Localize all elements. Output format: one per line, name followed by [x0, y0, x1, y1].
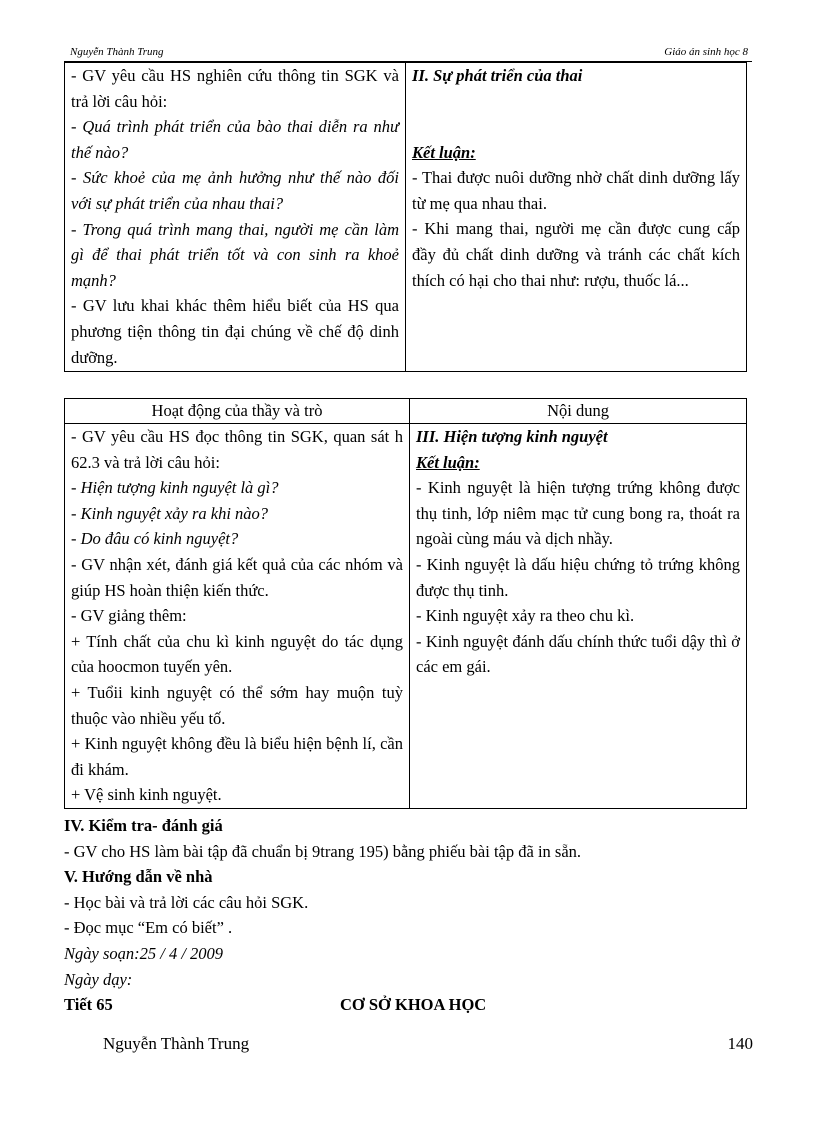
content-cell	[406, 63, 747, 372]
spacer	[412, 89, 740, 140]
activity-line: - GV yêu cầu HS nghiên cứu thông tin SGK và trả lời câu hỏi:	[71, 66, 399, 111]
conclusion-label: Kết luận:	[412, 142, 476, 162]
section-5-line: - Đọc mục “Em có biết” .	[64, 918, 233, 938]
conclusion-line: - Kinh nguyệt là hiện tượng trứng không được thụ tinh, lớp niêm mạc tử cung bong ra, thoát ra ngoài cùng máu và dịch nhầy.	[416, 478, 740, 549]
question-line: - Sức khoẻ của mẹ ảnh hưởng như thế nào đối với sự phát triển của nhau thai?	[71, 168, 399, 213]
footer-author: Nguyễn Thành Trung	[103, 1034, 250, 1053]
activity-line: + Tính chất của chu kì kinh nguyệt do tác dụng của hoocmon tuyến yên.	[71, 631, 403, 677]
section-heading: III. Hiện tượng kinh nguyệt	[416, 427, 608, 446]
conclusion-line: - Kinh nguyệt xảy ra theo chu kì.	[416, 606, 635, 626]
column-header-content: Nội dung	[410, 399, 747, 424]
header-author: Nguyễn Thành Trung	[70, 46, 164, 58]
question-line: - Trong quá trình mang thai, người mẹ cần làm gì để thai phát triển tốt và con sinh ra khoẻ mạnh?	[71, 219, 399, 290]
conclusion-line: - Khi mang thai, người mẹ cần được cung cấp đầy đủ chất dinh dưỡng và tránh các chất kích thích có hại cho thai như: rượu, thuốc lá...	[412, 219, 740, 290]
question-line: - Quá trình phát triển của bào thai diễn ra như thế nào?	[71, 117, 399, 162]
activity-line: + Vệ sinh kinh nguyệt.	[71, 785, 222, 805]
section-5-line: - Học bài và trả lời các câu hỏi SGK.	[64, 892, 309, 912]
section-4-title: IV. Kiểm tra- đánh giá	[64, 816, 223, 835]
section-heading: II. Sự phát triển của thai	[412, 66, 583, 85]
section-4	[64, 813, 754, 1018]
activity-line: - GV nhận xét, đánh giá kết quả của các nhóm và giúp HS hoàn thiện kiến thức.	[71, 554, 403, 600]
activity-cell	[65, 63, 406, 372]
activity-cell	[65, 424, 410, 809]
section-4-line: - GV cho HS làm bài tập đã chuẩn bị 9trang 195) bằng phiếu bài tập đã in sẵn.	[64, 841, 582, 861]
activity-line: + Kinh nguyệt không đều là biểu hiện bệnh lí, cần đi khám.	[71, 734, 403, 779]
lesson-number: Tiết 65	[64, 995, 113, 1015]
section-5-title: V. Hướng dẫn về nhà	[64, 867, 213, 887]
date-taught: Ngày dạy:	[64, 969, 133, 989]
content-table-2	[64, 398, 747, 809]
question-line: - Hiện tượng kinh nguyệt là gì?	[71, 478, 279, 498]
header-doc-title: Giáo án sinh học 8	[664, 46, 748, 58]
activity-line: - GV lưu khai khác thêm hiểu biết của HS qua phương tiện thông tin đại chúng về chế độ dinh dưỡng.	[71, 296, 399, 367]
page-number: 140	[727, 1034, 753, 1053]
activity-line: - GV giảng thêm:	[71, 606, 187, 626]
question-line: - Kinh nguyệt xảy ra khi nào?	[71, 503, 269, 523]
activity-line: + Tuổii kinh nguyệt có thể sớm hay muộn tuỳ thuộc vào nhiều yếu tố.	[71, 682, 403, 728]
content-cell	[410, 424, 747, 809]
activity-line: - GV yêu cầu HS đọc thông tin SGK, quan sát h 62.3 và trả lời câu hỏi:	[71, 427, 403, 472]
date-prepared: Ngày soạn:25 / 4 / 2009	[64, 943, 224, 963]
lesson-title: CƠ SỞ KHOA HỌC	[340, 995, 487, 1015]
conclusion-line: - Thai được nuôi dưỡng nhờ chất dinh dưỡng lấy từ mẹ qua nhau thai.	[412, 168, 740, 213]
lesson-line	[64, 992, 754, 1018]
conclusion-label: Kết luận:	[416, 452, 480, 472]
conclusion-line: - Kinh nguyệt đánh dấu chính thức tuổi dậy thì ở các em gái.	[416, 631, 740, 677]
content-table-1	[64, 62, 747, 372]
conclusion-line: - Kinh nguyệt là dấu hiệu chứng tỏ trứng không được thụ tinh.	[416, 554, 740, 600]
column-header-activity: Hoạt động của thầy và trò	[65, 399, 410, 424]
question-line: - Do đâu có kinh nguyệt?	[71, 529, 239, 549]
